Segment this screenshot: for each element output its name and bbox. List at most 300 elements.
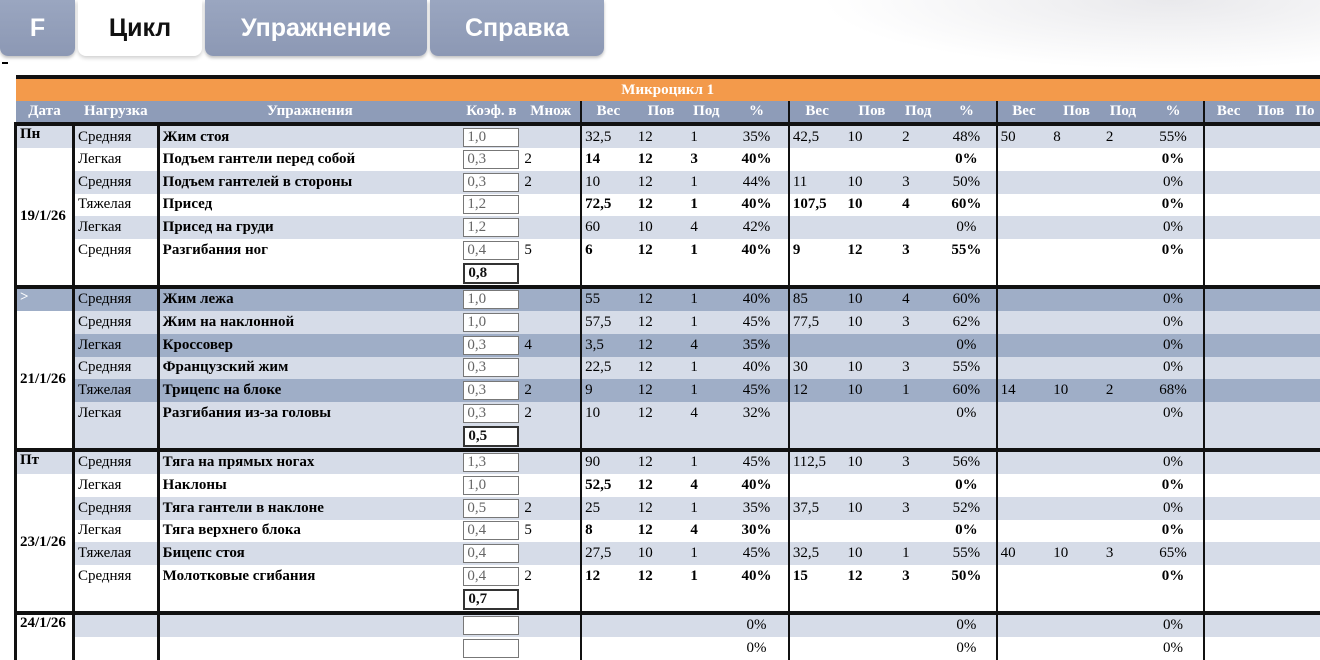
set-rir[interactable]: 1: [687, 287, 725, 311]
empty-cell[interactable]: [1252, 287, 1290, 311]
set-weight[interactable]: 52,5: [581, 474, 635, 497]
empty-cell[interactable]: [1252, 334, 1290, 357]
empty-cell[interactable]: [1204, 124, 1252, 148]
coef-input[interactable]: 1,3: [463, 453, 519, 472]
set-rir[interactable]: 1: [687, 565, 725, 588]
set-reps[interactable]: [635, 637, 688, 660]
exercise-name[interactable]: Жим стоя: [158, 124, 461, 148]
coef-cell[interactable]: [461, 613, 521, 637]
set-reps[interactable]: 10: [1050, 542, 1103, 565]
set-rir[interactable]: 1: [899, 379, 937, 402]
set-reps[interactable]: 12: [635, 334, 688, 357]
load-cell[interactable]: Тяжелая: [73, 542, 158, 565]
set-reps[interactable]: 12: [635, 148, 688, 171]
load-cell[interactable]: Тяжелая: [73, 379, 158, 402]
set-weight[interactable]: 3,5: [581, 334, 635, 357]
set-weight[interactable]: [997, 171, 1051, 194]
coef-input[interactable]: 0,5: [463, 499, 519, 518]
set-reps[interactable]: [1050, 613, 1103, 637]
set-percent[interactable]: 0%: [937, 637, 997, 660]
set-rir[interactable]: 1: [687, 379, 725, 402]
set-rir[interactable]: 4: [687, 334, 725, 357]
set-reps[interactable]: [1050, 402, 1103, 425]
set-percent[interactable]: 0%: [1143, 216, 1205, 239]
set-rir[interactable]: 3: [899, 171, 937, 194]
set-weight[interactable]: 50: [997, 124, 1051, 148]
set-percent[interactable]: 0%: [1143, 450, 1205, 474]
mult-cell[interactable]: 5: [521, 520, 581, 543]
load-cell[interactable]: Легкая: [73, 474, 158, 497]
set-reps[interactable]: [1050, 450, 1103, 474]
set-weight[interactable]: 57,5: [581, 311, 635, 334]
set-percent[interactable]: 45%: [725, 450, 789, 474]
empty-cell[interactable]: [1252, 520, 1290, 543]
set-weight[interactable]: 37,5: [789, 497, 845, 520]
set-percent[interactable]: 40%: [725, 357, 789, 380]
exercise-name[interactable]: Тяга на прямых ногах: [158, 450, 461, 474]
empty-cell[interactable]: [1204, 311, 1252, 334]
set-rir[interactable]: 1: [687, 124, 725, 148]
exercise-name[interactable]: Молотковые сгибания: [158, 565, 461, 588]
set-percent[interactable]: 50%: [937, 171, 997, 194]
set-reps[interactable]: [1050, 637, 1103, 660]
set-percent[interactable]: 0%: [1143, 613, 1205, 637]
set-weight[interactable]: 90: [581, 450, 635, 474]
tab-help[interactable]: Справка: [430, 0, 604, 56]
coef-cell[interactable]: [461, 124, 521, 148]
coef-input[interactable]: 1,0: [463, 313, 519, 332]
set-percent[interactable]: 0%: [937, 520, 997, 543]
empty-cell[interactable]: [1290, 357, 1320, 380]
set-reps[interactable]: 10: [635, 216, 688, 239]
empty-cell[interactable]: [1290, 497, 1320, 520]
tab-cycle[interactable]: Цикл: [78, 0, 202, 56]
empty-cell[interactable]: [1204, 334, 1252, 357]
set-rir[interactable]: [899, 613, 937, 637]
set-rir[interactable]: [1103, 311, 1143, 334]
set-reps[interactable]: 10: [845, 357, 900, 380]
set-rir[interactable]: 1: [687, 194, 725, 217]
set-weight[interactable]: [997, 216, 1051, 239]
set-weight[interactable]: 32,5: [581, 124, 635, 148]
empty-cell[interactable]: [1290, 311, 1320, 334]
set-reps[interactable]: 12: [635, 402, 688, 425]
set-reps[interactable]: 10: [845, 542, 900, 565]
set-rir[interactable]: 3: [899, 450, 937, 474]
coef-cell[interactable]: [461, 379, 521, 402]
set-rir[interactable]: [687, 637, 725, 660]
set-reps[interactable]: [1050, 565, 1103, 588]
set-percent[interactable]: 40%: [725, 474, 789, 497]
exercise-name[interactable]: Жим лежа: [158, 287, 461, 311]
coef-cell[interactable]: [461, 287, 521, 311]
set-reps[interactable]: [635, 613, 688, 637]
set-percent[interactable]: 55%: [937, 357, 997, 380]
coef-cell[interactable]: [461, 216, 521, 239]
coef-cell[interactable]: [461, 239, 521, 262]
empty-cell[interactable]: [1290, 520, 1320, 543]
coef-cell[interactable]: [461, 497, 521, 520]
set-percent[interactable]: 0%: [1143, 565, 1205, 588]
coef-cell[interactable]: [461, 171, 521, 194]
set-percent[interactable]: 0%: [725, 613, 789, 637]
mult-cell[interactable]: [521, 450, 581, 474]
set-rir[interactable]: [1103, 239, 1143, 262]
set-rir[interactable]: [899, 334, 937, 357]
coef-input[interactable]: 1,2: [463, 195, 519, 214]
empty-cell[interactable]: [1290, 239, 1320, 262]
set-rir[interactable]: [899, 520, 937, 543]
set-reps[interactable]: 12: [635, 450, 688, 474]
set-reps[interactable]: 12: [635, 311, 688, 334]
set-rir[interactable]: [1103, 613, 1143, 637]
empty-cell[interactable]: [1204, 613, 1252, 637]
set-rir[interactable]: [1103, 357, 1143, 380]
empty-cell[interactable]: [1290, 542, 1320, 565]
set-weight[interactable]: 14: [581, 148, 635, 171]
set-rir[interactable]: 2: [1103, 379, 1143, 402]
set-percent[interactable]: 45%: [725, 379, 789, 402]
set-percent[interactable]: 0%: [937, 334, 997, 357]
load-cell[interactable]: Средняя: [73, 239, 158, 262]
set-rir[interactable]: [1103, 637, 1143, 660]
exercise-name[interactable]: Жим на наклонной: [158, 311, 461, 334]
load-cell[interactable]: Легкая: [73, 216, 158, 239]
set-rir[interactable]: [1103, 497, 1143, 520]
coef-cell[interactable]: [461, 357, 521, 380]
mult-cell[interactable]: [521, 124, 581, 148]
set-percent[interactable]: 40%: [725, 565, 789, 588]
set-weight[interactable]: 15: [789, 565, 845, 588]
set-percent[interactable]: 32%: [725, 402, 789, 425]
set-reps[interactable]: 12: [635, 194, 688, 217]
set-weight[interactable]: 8: [581, 520, 635, 543]
empty-cell[interactable]: [1290, 171, 1320, 194]
set-weight[interactable]: [997, 357, 1051, 380]
empty-cell[interactable]: [1252, 124, 1290, 148]
empty-cell[interactable]: [1290, 216, 1320, 239]
set-rir[interactable]: 1: [687, 311, 725, 334]
set-weight[interactable]: [789, 637, 845, 660]
set-reps[interactable]: 10: [845, 194, 900, 217]
coef-input[interactable]: 1,2: [463, 218, 519, 237]
set-percent[interactable]: 0%: [1143, 148, 1205, 171]
set-reps[interactable]: 10: [845, 379, 900, 402]
set-percent[interactable]: 55%: [937, 239, 997, 262]
set-rir[interactable]: 4: [899, 194, 937, 217]
coef-cell[interactable]: [461, 565, 521, 588]
set-reps[interactable]: 12: [635, 565, 688, 588]
set-percent[interactable]: 42%: [725, 216, 789, 239]
set-percent[interactable]: 0%: [937, 402, 997, 425]
set-rir[interactable]: [1103, 474, 1143, 497]
mult-cell[interactable]: 2: [521, 565, 581, 588]
exercise-name[interactable]: Разгибания ног: [158, 239, 461, 262]
set-reps[interactable]: 12: [845, 239, 900, 262]
set-reps[interactable]: 12: [635, 171, 688, 194]
set-reps[interactable]: 12: [635, 287, 688, 311]
set-rir[interactable]: [687, 613, 725, 637]
set-rir[interactable]: 4: [687, 520, 725, 543]
exercise-name[interactable]: Подъем гантелей в стороны: [158, 171, 461, 194]
exercise-name[interactable]: Подъем гантели перед собой: [158, 148, 461, 171]
set-weight[interactable]: 60: [581, 216, 635, 239]
set-reps[interactable]: [1050, 171, 1103, 194]
set-percent[interactable]: 0%: [937, 474, 997, 497]
set-percent[interactable]: 56%: [937, 450, 997, 474]
set-percent[interactable]: 35%: [725, 497, 789, 520]
set-weight[interactable]: 14: [997, 379, 1051, 402]
coef-input[interactable]: 0,3: [463, 404, 519, 423]
empty-cell[interactable]: [1204, 474, 1252, 497]
empty-cell[interactable]: [1252, 497, 1290, 520]
set-reps[interactable]: 10: [845, 497, 900, 520]
set-reps[interactable]: 10: [845, 311, 900, 334]
mult-cell[interactable]: [521, 216, 581, 239]
empty-cell[interactable]: [1290, 124, 1320, 148]
set-weight[interactable]: [997, 311, 1051, 334]
set-weight[interactable]: 27,5: [581, 542, 635, 565]
set-rir[interactable]: 3: [899, 239, 937, 262]
set-reps[interactable]: [845, 474, 900, 497]
set-weight[interactable]: [789, 334, 845, 357]
empty-cell[interactable]: [1290, 613, 1320, 637]
set-reps[interactable]: 10: [845, 171, 900, 194]
set-percent[interactable]: 0%: [1143, 311, 1205, 334]
empty-cell[interactable]: [1290, 450, 1320, 474]
load-cell[interactable]: Средняя: [73, 287, 158, 311]
set-weight[interactable]: [997, 450, 1051, 474]
set-rir[interactable]: 1: [687, 357, 725, 380]
coef-input[interactable]: 0,4: [463, 544, 519, 563]
set-percent[interactable]: 44%: [725, 171, 789, 194]
load-cell[interactable]: [73, 613, 158, 637]
empty-cell[interactable]: [1252, 542, 1290, 565]
set-percent[interactable]: 0%: [937, 216, 997, 239]
set-weight[interactable]: 55: [581, 287, 635, 311]
set-percent[interactable]: 0%: [1143, 637, 1205, 660]
set-reps[interactable]: 12: [635, 239, 688, 262]
set-percent[interactable]: 0%: [1143, 334, 1205, 357]
exercise-name[interactable]: Присед: [158, 194, 461, 217]
load-cell[interactable]: Легкая: [73, 148, 158, 171]
set-weight[interactable]: 12: [581, 565, 635, 588]
empty-cell[interactable]: [1290, 334, 1320, 357]
coef-input[interactable]: 0,3: [463, 381, 519, 400]
coef-cell[interactable]: [461, 334, 521, 357]
set-weight[interactable]: 6: [581, 239, 635, 262]
set-rir[interactable]: 4: [687, 216, 725, 239]
mult-cell[interactable]: 2: [521, 148, 581, 171]
empty-cell[interactable]: [1290, 402, 1320, 425]
set-percent[interactable]: 55%: [1143, 124, 1205, 148]
exercise-name[interactable]: Присед на груди: [158, 216, 461, 239]
empty-cell[interactable]: [1204, 565, 1252, 588]
set-percent[interactable]: 0%: [1143, 287, 1205, 311]
set-reps[interactable]: [845, 334, 900, 357]
set-percent[interactable]: 68%: [1143, 379, 1205, 402]
set-percent[interactable]: 45%: [725, 311, 789, 334]
set-reps[interactable]: [1050, 239, 1103, 262]
set-weight[interactable]: [789, 216, 845, 239]
set-rir[interactable]: 3: [687, 148, 725, 171]
empty-cell[interactable]: [1290, 287, 1320, 311]
exercise-name[interactable]: Разгибания из-за головы: [158, 402, 461, 425]
set-rir[interactable]: [1103, 565, 1143, 588]
set-rir[interactable]: 2: [1103, 124, 1143, 148]
empty-cell[interactable]: [1204, 402, 1252, 425]
load-cell[interactable]: Легкая: [73, 402, 158, 425]
set-rir[interactable]: [1103, 334, 1143, 357]
set-reps[interactable]: 10: [845, 124, 900, 148]
set-rir[interactable]: 1: [687, 542, 725, 565]
set-rir[interactable]: 4: [687, 402, 725, 425]
exercise-name[interactable]: Тяга верхнего блока: [158, 520, 461, 543]
set-percent[interactable]: 60%: [937, 194, 997, 217]
set-weight[interactable]: [581, 637, 635, 660]
set-rir[interactable]: [899, 637, 937, 660]
tab-exercise[interactable]: Упражнение: [205, 0, 427, 56]
empty-cell[interactable]: [1252, 311, 1290, 334]
empty-cell[interactable]: [1252, 216, 1290, 239]
coef-cell[interactable]: [461, 194, 521, 217]
set-rir[interactable]: [1103, 520, 1143, 543]
coef-cell[interactable]: [461, 402, 521, 425]
empty-cell[interactable]: [1204, 194, 1252, 217]
set-rir[interactable]: 1: [687, 497, 725, 520]
coef-cell[interactable]: [461, 311, 521, 334]
mult-cell[interactable]: 2: [521, 379, 581, 402]
set-weight[interactable]: 32,5: [789, 542, 845, 565]
load-cell[interactable]: Легкая: [73, 520, 158, 543]
set-percent[interactable]: 40%: [725, 287, 789, 311]
load-cell[interactable]: Средняя: [73, 124, 158, 148]
set-weight[interactable]: 9: [581, 379, 635, 402]
coef-input[interactable]: 1,0: [463, 476, 519, 495]
set-weight[interactable]: [997, 520, 1051, 543]
empty-cell[interactable]: [1204, 171, 1252, 194]
set-percent[interactable]: 0%: [1143, 171, 1205, 194]
empty-cell[interactable]: [1204, 216, 1252, 239]
set-reps[interactable]: 12: [635, 379, 688, 402]
coef-input[interactable]: 1,0: [463, 290, 519, 309]
set-reps[interactable]: 10: [845, 287, 900, 311]
empty-cell[interactable]: [1204, 542, 1252, 565]
load-cell[interactable]: Средняя: [73, 357, 158, 380]
set-weight[interactable]: [789, 402, 845, 425]
set-weight[interactable]: 72,5: [581, 194, 635, 217]
set-percent[interactable]: 55%: [937, 542, 997, 565]
set-rir[interactable]: [1103, 171, 1143, 194]
set-percent[interactable]: 40%: [725, 148, 789, 171]
coef-input[interactable]: [463, 639, 519, 658]
tab-f[interactable]: F: [0, 0, 75, 56]
set-percent[interactable]: 40%: [725, 194, 789, 217]
set-weight[interactable]: [997, 334, 1051, 357]
empty-cell[interactable]: [1252, 148, 1290, 171]
set-percent[interactable]: 0%: [1143, 402, 1205, 425]
mult-cell[interactable]: 5: [521, 239, 581, 262]
set-weight[interactable]: [789, 613, 845, 637]
empty-cell[interactable]: [1204, 357, 1252, 380]
set-rir[interactable]: [1103, 402, 1143, 425]
load-cell[interactable]: Средняя: [73, 171, 158, 194]
set-reps[interactable]: [1050, 311, 1103, 334]
set-weight[interactable]: 40: [997, 542, 1051, 565]
exercise-name[interactable]: [158, 637, 461, 660]
set-reps[interactable]: 12: [635, 474, 688, 497]
set-weight[interactable]: [997, 474, 1051, 497]
set-weight[interactable]: 107,5: [789, 194, 845, 217]
set-rir[interactable]: 3: [899, 311, 937, 334]
coef-input[interactable]: [463, 616, 519, 635]
set-rir[interactable]: 3: [899, 497, 937, 520]
set-percent[interactable]: 35%: [725, 334, 789, 357]
mult-cell[interactable]: 2: [521, 402, 581, 425]
set-weight[interactable]: [789, 474, 845, 497]
set-rir[interactable]: [899, 216, 937, 239]
set-weight[interactable]: [789, 148, 845, 171]
mult-cell[interactable]: [521, 194, 581, 217]
mult-cell[interactable]: 2: [521, 497, 581, 520]
set-reps[interactable]: [845, 402, 900, 425]
set-weight[interactable]: [997, 402, 1051, 425]
set-percent[interactable]: 0%: [1143, 194, 1205, 217]
set-percent[interactable]: 65%: [1143, 542, 1205, 565]
set-rir[interactable]: [899, 402, 937, 425]
load-cell[interactable]: Средняя: [73, 497, 158, 520]
load-cell[interactable]: Легкая: [73, 334, 158, 357]
set-weight[interactable]: 85: [789, 287, 845, 311]
set-percent[interactable]: 48%: [937, 124, 997, 148]
set-weight[interactable]: 12: [789, 379, 845, 402]
set-weight[interactable]: 30: [789, 357, 845, 380]
coef-cell[interactable]: [461, 542, 521, 565]
set-rir[interactable]: 1: [687, 239, 725, 262]
empty-cell[interactable]: [1290, 379, 1320, 402]
empty-cell[interactable]: [1252, 565, 1290, 588]
set-rir[interactable]: 2: [899, 124, 937, 148]
set-weight[interactable]: 22,5: [581, 357, 635, 380]
set-reps[interactable]: 12: [635, 497, 688, 520]
set-rir[interactable]: [1103, 148, 1143, 171]
set-weight[interactable]: [789, 520, 845, 543]
set-reps[interactable]: [1050, 287, 1103, 311]
mult-cell[interactable]: [521, 287, 581, 311]
mult-cell[interactable]: [521, 311, 581, 334]
set-percent[interactable]: 0%: [725, 637, 789, 660]
set-reps[interactable]: [845, 520, 900, 543]
load-cell[interactable]: Тяжелая: [73, 194, 158, 217]
set-weight[interactable]: 10: [581, 402, 635, 425]
coef-input[interactable]: 0,4: [463, 521, 519, 540]
set-weight[interactable]: 42,5: [789, 124, 845, 148]
set-weight[interactable]: [997, 148, 1051, 171]
set-weight[interactable]: 11: [789, 171, 845, 194]
exercise-name[interactable]: Трицепс на блоке: [158, 379, 461, 402]
exercise-name[interactable]: Бицепс стоя: [158, 542, 461, 565]
coef-cell[interactable]: [461, 520, 521, 543]
empty-cell[interactable]: [1252, 402, 1290, 425]
set-weight[interactable]: [997, 613, 1051, 637]
set-weight[interactable]: [997, 239, 1051, 262]
set-percent[interactable]: 62%: [937, 311, 997, 334]
mult-cell[interactable]: 4: [521, 334, 581, 357]
set-reps[interactable]: [1050, 474, 1103, 497]
set-percent[interactable]: 50%: [937, 565, 997, 588]
empty-cell[interactable]: [1290, 474, 1320, 497]
set-percent[interactable]: 0%: [1143, 497, 1205, 520]
